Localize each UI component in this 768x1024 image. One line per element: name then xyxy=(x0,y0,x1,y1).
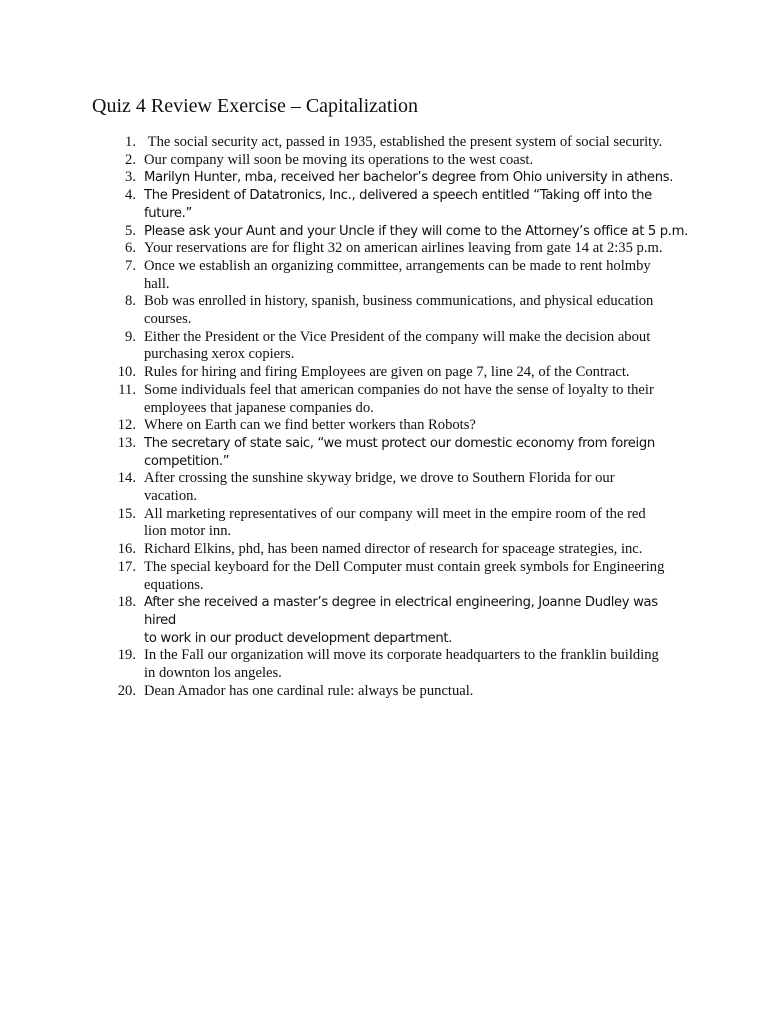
item-text: Our company will soon be moving its operations to the west coast. xyxy=(144,151,534,168)
list-item xyxy=(92,134,692,152)
item-number: 12. xyxy=(117,417,136,434)
item-number: 5. xyxy=(125,222,136,239)
list-item xyxy=(92,329,692,364)
item-text: The President of Datatronics, Inc., delivered a speech entitled “Taking off into the future.” xyxy=(144,188,652,221)
exercise-list xyxy=(92,134,692,701)
item-number: 11. xyxy=(118,381,136,398)
item-number: 9. xyxy=(125,328,136,345)
item-number: 3. xyxy=(125,169,136,186)
list-item xyxy=(92,152,692,170)
item-text: All marketing representatives of our company will meet in the empire room of the red lion motor inn. xyxy=(144,505,646,540)
item-number: 1. xyxy=(125,134,136,150)
list-item xyxy=(92,559,692,594)
list-item xyxy=(92,240,692,258)
item-number: 4. xyxy=(125,187,136,204)
list-item xyxy=(92,382,692,417)
item-number: 10. xyxy=(117,364,136,381)
item-text: The special keyboard for the Dell Computer must contain greek symbols for Engineering equations. xyxy=(144,558,665,593)
item-text: Some individuals feel that american companies do not have the sense of loyalty to their employees that japanese companies do. xyxy=(144,381,654,416)
list-item xyxy=(92,683,692,701)
list-item xyxy=(92,187,692,222)
item-number: 13. xyxy=(117,434,136,451)
item-number: 14. xyxy=(117,470,136,487)
item-number: 6. xyxy=(125,240,136,257)
item-text: Richard Elkins, phd, has been named director of research for spaceage strategies, inc. xyxy=(144,541,643,558)
item-number: 18. xyxy=(117,594,136,611)
item-number: 16. xyxy=(117,541,136,558)
item-text: Rules for hiring and firing Employees are given on page 7, line 24, of the Contract. xyxy=(144,364,630,381)
item-text: Once we establish an organizing committee, arrangements can be made to rent holmby hall. xyxy=(144,257,651,292)
item-text: The social security act, passed in 1935, established the present system of social security. xyxy=(144,134,663,150)
item-text: Please ask your Aunt and your Uncle if they will come to the Attorney’s office at 5 p.m. xyxy=(144,223,688,239)
item-text: Either the President or the Vice President of the company will make the decision about purchasing xerox copiers. xyxy=(144,328,651,363)
item-text: Where on Earth can we find better workers than Robots? xyxy=(144,417,476,434)
item-text: Bob was enrolled in history, spanish, business communications, and physical education courses. xyxy=(144,293,654,328)
item-number: 19. xyxy=(117,647,136,664)
item-number: 20. xyxy=(117,682,136,699)
item-text: Marilyn Hunter, mba, received her bachelor’s degree from Ohio university in athens. xyxy=(144,170,674,186)
list-item xyxy=(92,169,692,187)
list-item xyxy=(92,506,692,541)
item-number: 8. xyxy=(125,293,136,310)
list-item xyxy=(92,594,692,647)
list-item xyxy=(92,364,692,382)
item-text: In the Fall our organization will move its corporate headquarters to the franklin building in downton los angeles. xyxy=(144,647,659,682)
list-item xyxy=(92,293,692,328)
item-number: 7. xyxy=(125,257,136,274)
list-item xyxy=(92,647,692,682)
item-number: 2. xyxy=(125,151,136,168)
list-item xyxy=(92,435,692,470)
item-text: Dean Amador has one cardinal rule: always be punctual. xyxy=(144,682,474,699)
list-item xyxy=(92,417,692,435)
item-text: After she received a master’s degree in electrical engineering, Joanne Dudley was hired to work in our product development department. xyxy=(144,595,658,646)
list-item xyxy=(92,470,692,505)
item-number: 17. xyxy=(117,558,136,575)
item-text: After crossing the sunshine skyway bridge, we drove to Southern Florida for our vacation. xyxy=(144,470,615,505)
page-title: Quiz 4 Review Exercise – Capitalization xyxy=(92,95,419,117)
item-text: Your reservations are for flight 32 on american airlines leaving from gate 14 at 2:35 p.m. xyxy=(144,240,663,257)
item-number: 15. xyxy=(117,505,136,522)
list-item xyxy=(92,223,692,241)
list-item xyxy=(92,541,692,559)
list-item xyxy=(92,258,692,293)
item-text: The secretary of state saic, “we must protect our domestic economy from foreign competition.” xyxy=(144,435,655,469)
